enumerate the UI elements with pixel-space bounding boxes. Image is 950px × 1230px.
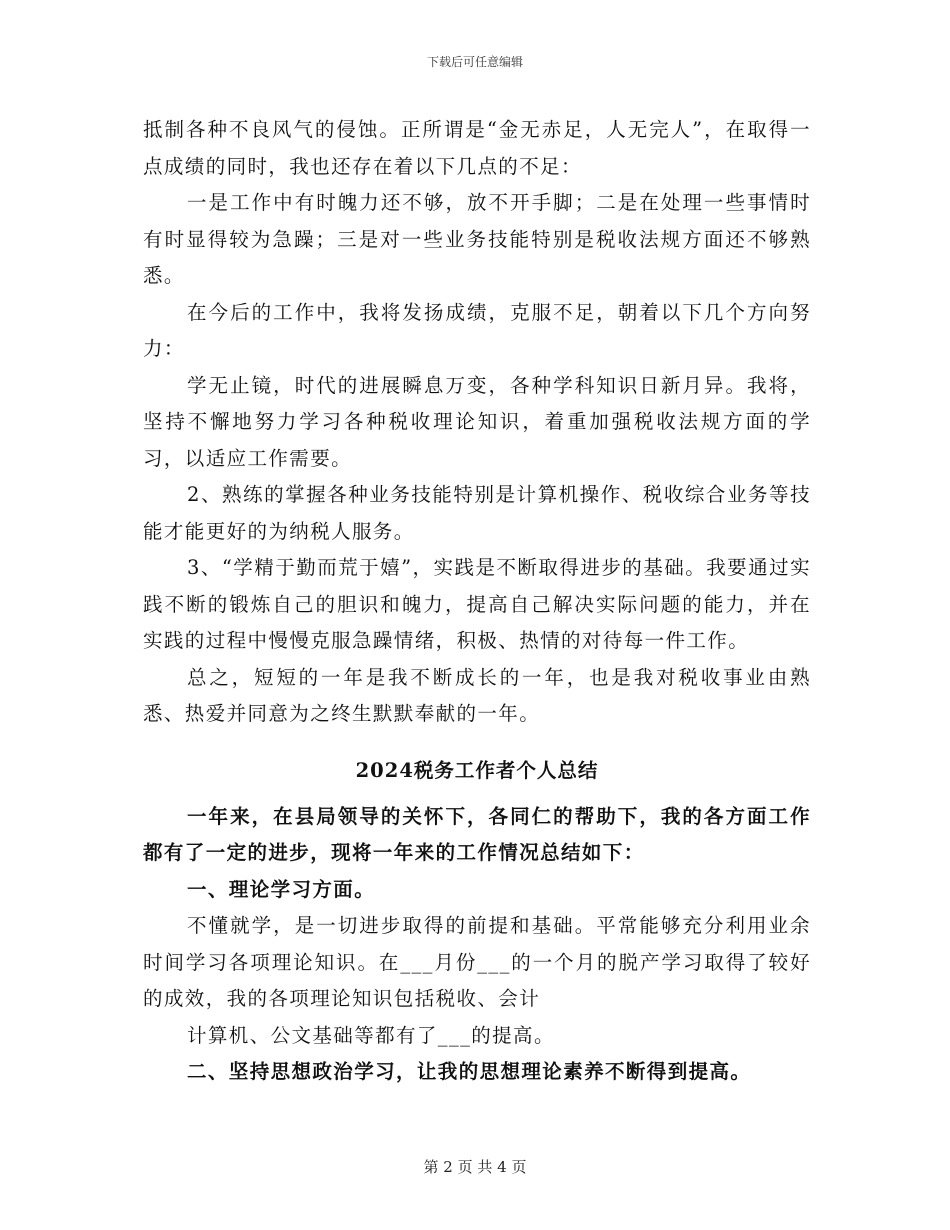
document-body — [143, 112, 811, 1091]
page-header: 下载后可任意编辑 — [426, 55, 523, 69]
heading-political-study: 二、坚持思想政治学习，让我的思想理论素养不断得到提高。 — [187, 1060, 752, 1083]
paragraph-point-3: 3、“学精于勤而荒于嬉”，实践是不断取得进步的基础。我要通过实践不断的锻炼自己的胆识和魄力，提高自己解决实际问题的能力，并在实践的过程中慢慢克服急躁情绪，积极、热情的对待每一件工作。 — [143, 556, 811, 652]
paragraph-continuation: 抵制各种不良风气的侵蚀。正所谓是“金无赤足，人无完人”，在取得一点成绩的同时，我也还存在着以下几点的不足： — [143, 118, 811, 178]
paragraph-theory-result: 计算机、公文基础等都有了___的提高。 — [187, 1023, 555, 1047]
paragraph-shortcomings: 一是工作中有时魄力还不够，放不开手脚；二是在处理一些事情时有时显得较为急躁；三是对一些业务技能特别是税收法规方面还不够熟悉。 — [143, 191, 811, 287]
paragraph-theory-study: 不懂就学，是一切进步取得的前提和基础。平常能够充分利用业余时间学习各项理论知识。在___月份___的一个月的脱产学习取得了较好的成效，我的各项理论知识包括税收、会计 — [143, 914, 811, 1010]
heading-theory-study: 一、理论学习方面。 — [187, 877, 376, 901]
section-title: 2024税务工作者个人总结 — [355, 758, 599, 782]
paragraph-future-direction: 在今后的工作中，我将发扬成绩，克服不足，朝着以下几个方向努力： — [143, 300, 811, 360]
page-footer: 第 2 页 共 4 页 — [423, 1158, 527, 1176]
paragraph-intro: 一年来，在县局领导的关怀下，各同仁的帮助下，我的各方面工作都有了一定的进步，现将一年来的工作情况总结如下： — [143, 804, 811, 864]
paragraph-point-2: 2、熟练的掌握各种业务技能特别是计算机操作、税收综合业务等技能才能更好的为纳税人服务。 — [143, 483, 811, 543]
paragraph-study-plan: 学无止镜，时代的进展瞬息万变，各种学科知识日新月异。我将，坚持不懈地努力学习各种税收理论知识，着重加强税收法规方面的学习，以适应工作需要。 — [143, 373, 811, 470]
paragraph-conclusion: 总之，短短的一年是我不断成长的一年，也是我对税收事业由熟悉、热爱并同意为之终生默默奉献的一年。 — [143, 665, 811, 725]
